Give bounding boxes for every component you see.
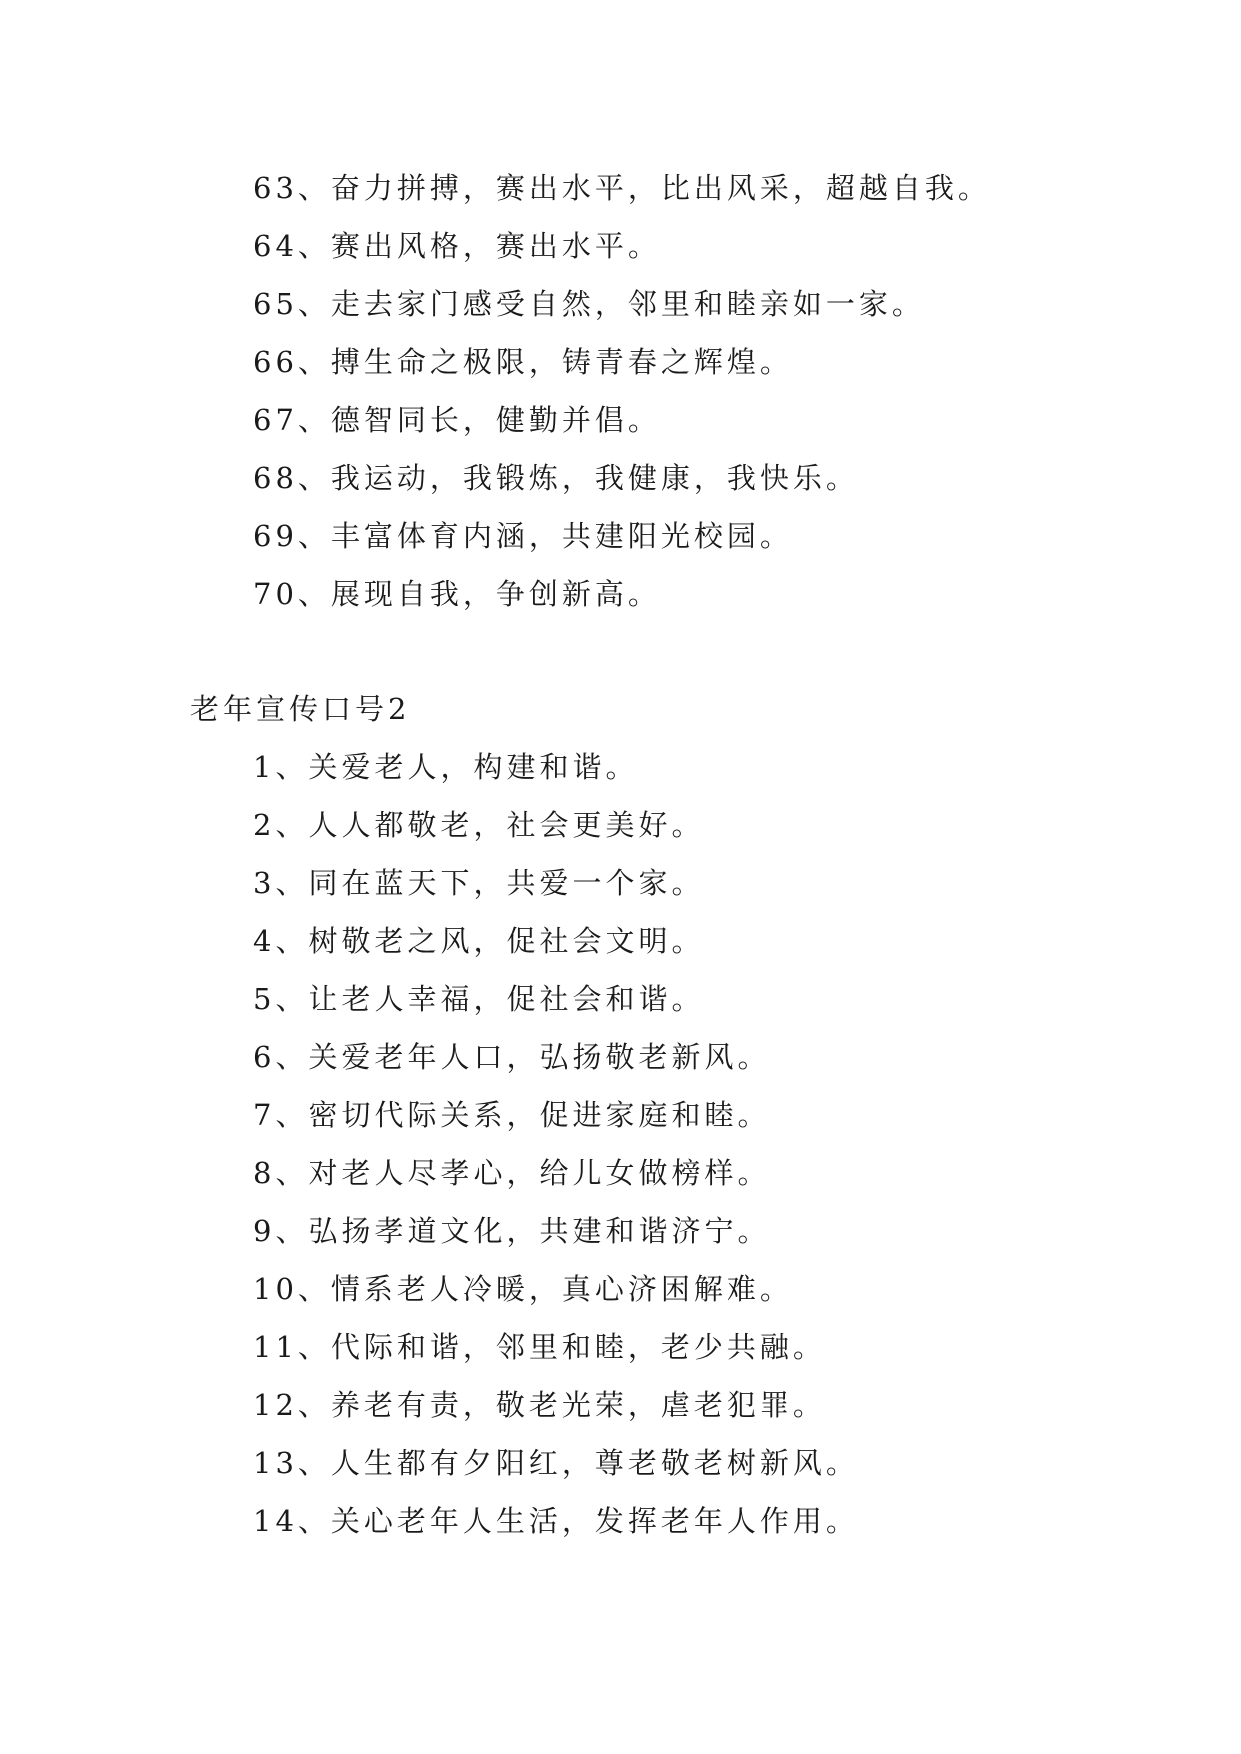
list-item: 6、关爱老年人口，弘扬敬老新风。 — [253, 1040, 771, 1074]
list-item: 68、我运动，我锻炼，我健康，我快乐。 — [253, 461, 859, 495]
list-item: 13、人生都有夕阳红，尊老敬老树新风。 — [253, 1446, 859, 1480]
list-item: 8、对老人尽孝心，给儿女做榜样。 — [253, 1156, 771, 1190]
list-item: 4、树敬老之风，促社会文明。 — [253, 924, 705, 958]
list-item: 9、弘扬孝道文化，共建和谐济宁。 — [253, 1214, 771, 1248]
list-item: 12、养老有责，敬老光荣，虐老犯罪。 — [253, 1388, 826, 1422]
list-item: 3、同在蓝天下，共爱一个家。 — [253, 866, 705, 900]
list-item: 65、走去家门感受自然，邻里和睦亲如一家。 — [253, 287, 925, 321]
slogan-list-elderly — [0, 738, 859, 1550]
list-item: 7、密切代际关系，促进家庭和睦。 — [253, 1098, 771, 1132]
list-item: 69、丰富体育内涵，共建阳光校园。 — [253, 519, 793, 553]
list-item: 5、让老人幸福，促社会和谐。 — [253, 982, 705, 1016]
section-heading: 老年宣传口号2 — [190, 692, 411, 726]
list-item: 70、展现自我，争创新高。 — [253, 577, 661, 611]
list-item: 2、人人都敬老，社会更美好。 — [253, 808, 705, 842]
list-item: 67、德智同长，健勤并倡。 — [253, 403, 661, 437]
list-item: 14、关心老年人生活，发挥老年人作用。 — [253, 1504, 859, 1538]
list-item: 64、赛出风格，赛出水平。 — [253, 229, 661, 263]
list-item: 66、搏生命之极限，铸青春之辉煌。 — [253, 345, 793, 379]
slogan-list-sports — [0, 159, 991, 623]
list-item: 1、关爱老人，构建和谐。 — [253, 750, 639, 784]
list-item: 11、代际和谐，邻里和睦，老少共融。 — [253, 1330, 826, 1364]
list-item: 10、情系老人冷暖，真心济困解难。 — [253, 1272, 793, 1306]
list-item: 63、奋力拼搏，赛出水平，比出风采，超越自我。 — [253, 171, 991, 205]
